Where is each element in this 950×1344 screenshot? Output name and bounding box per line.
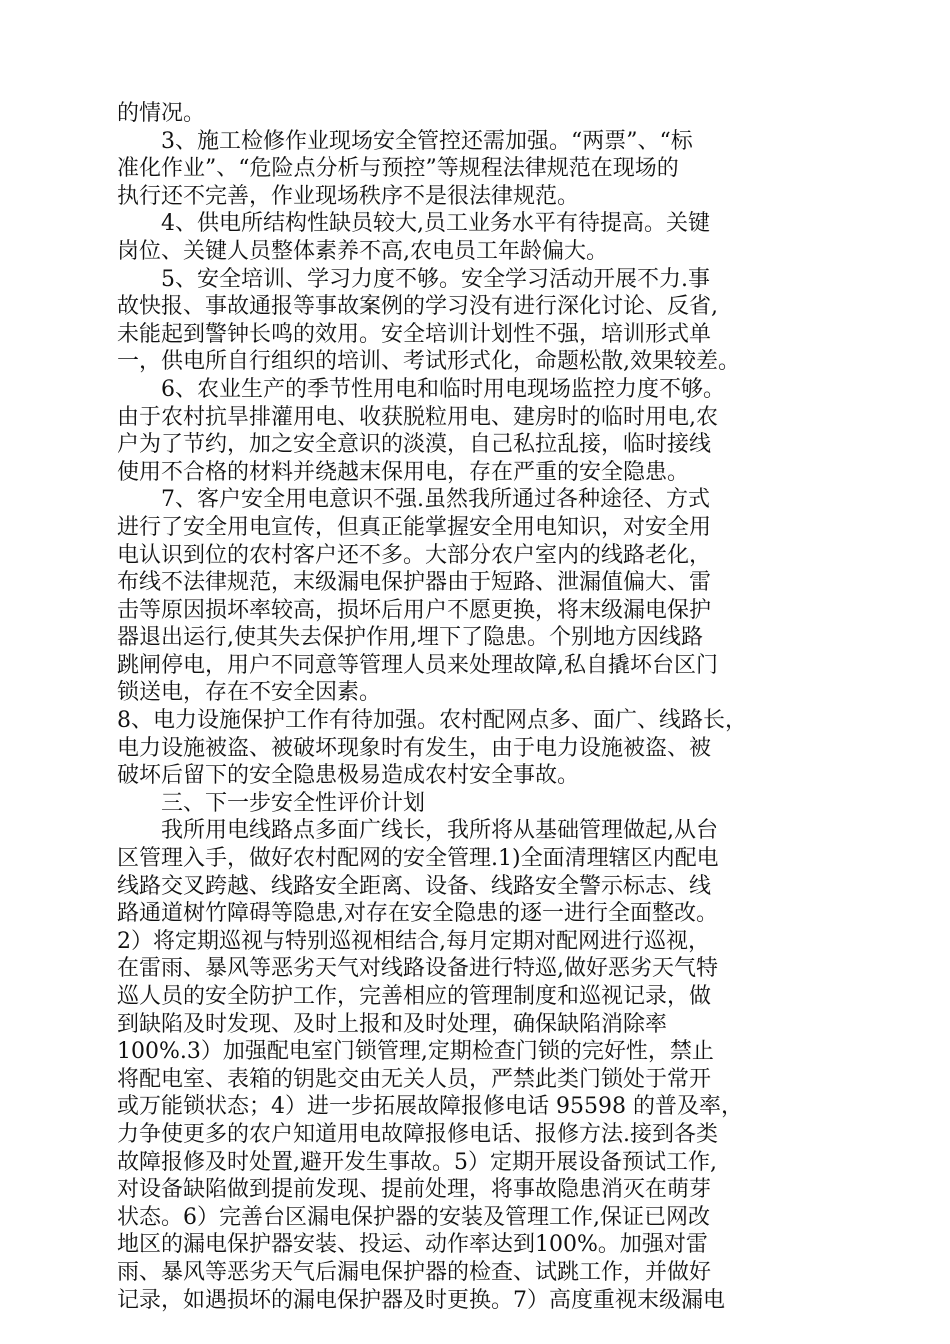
text-line: 记录，如遇损坏的漏电保护器及时更换。7）高度重视末级漏电 [117, 1287, 725, 1313]
text-line: 击等原因损坏率较高，损坏后用户不愿更换，将末级漏电保护 [117, 597, 712, 623]
text-line: 进行了安全用电宣传，但真正能掌握安全用电知识，对安全用 [117, 514, 712, 540]
text-line: 执行还不完善，作业现场秩序不是很法律规范。 [117, 183, 580, 209]
text-line: 7、客户安全用电意识不强.虽然我所通过各种途径、方式 [117, 487, 710, 513]
text-line: 我所用电线路点多面广线长，我所将从基础管理做起,从台 [117, 818, 718, 844]
text-line: 巡人员的安全防护工作，完善相应的管理制度和巡视记录，做 [117, 984, 712, 1009]
text-line: 状态。6）完善台区漏电保护器的安装及管理工作,保证已网改 [117, 1204, 710, 1230]
text-line: 将配电室、表箱的钥匙交由无关人员，严禁此类门锁处于常开 [117, 1066, 712, 1092]
text-line: 雨、暴风等恶劣天气后漏电保护器的检查、试跳工作，并做好 [117, 1259, 712, 1285]
text-line: 路通道树竹障碍等隐患,对存在安全隐患的逐一进行全面整改。 [117, 901, 718, 927]
text-line: 8、电力设施保护工作有待加强。农村配网点多、面广、线路长， [117, 708, 747, 734]
text-line: 故障报修及时处置,避开发生事故。5）定期开展设备预试工作, [117, 1149, 717, 1175]
text-line: 100%.3）加强配电室门锁管理,定期检查门锁的完好性，禁止 [117, 1039, 714, 1065]
text-line: 的情况。 [117, 101, 206, 126]
text-line: 在雷雨、暴风等恶劣天气对线路设备进行特巡,做好恶劣天气特 [117, 956, 718, 982]
text-line: 或万能锁状态；4）进一步拓展故障报修电话 95598 的普及率， [117, 1094, 743, 1120]
text-line: 区管理入手，做好农村配网的安全管理.1)全面清理辖区内配电 [117, 846, 719, 872]
text-line: 故快报、事故通报等事故案例的学习没有进行深化讨论、反省, [117, 294, 718, 320]
text-line: 未能起到警钟长鸣的效用。安全培训计划性不强，培训形式单 [117, 321, 712, 347]
text-line: 一，供电所自行组织的培训、考试形式化，命题松散,效果较差。 [117, 349, 740, 375]
text-line: 地区的漏电保护器安装、投运、动作率达到100%。加强对雷 [117, 1232, 708, 1258]
text-line: 电认识到位的农村客户还不多。大部分农户室内的线路老化， [117, 542, 712, 568]
text-line: 跳闸停电，用户不同意等管理人员来处理故障,私自撬坏台区门 [117, 652, 718, 678]
text-line: 锁送电，存在不安全因素。 [117, 680, 382, 706]
text-line: 电力设施被盗、被破坏现象时有发生，由于电力设施被盗、被 [117, 735, 712, 761]
text-line: 破坏后留下的安全隐患极易造成农村安全事故。 [117, 763, 580, 789]
text-line: 5、安全培训、学习力度不够。安全学习活动开展不力.事 [117, 266, 710, 292]
text-line: 2）将定期巡视与特别巡视相结合,每月定期对配网进行巡视， [117, 928, 710, 954]
text-line: 准化作业”、“危险点分析与预控”等规程法律规范在现场的 [117, 156, 679, 182]
text-line: 岗位、关键人员整体素养不高,农电员工年龄偏大。 [117, 238, 608, 264]
text-line: 6、农业生产的季节性用电和临时用电现场监控力度不够。 [117, 376, 725, 402]
text-line: 4、供电所结构性缺员较大,员工业务水平有待提高。关键 [117, 211, 710, 237]
text-line: 到缺陷及时发现、及时上报和及时处理，确保缺陷消除率 [117, 1011, 668, 1037]
text-line: 由于农村抗旱排灌用电、收获脱粒用电、建房时的临时用电,农 [117, 404, 718, 430]
text-line: 3、施工检修作业现场安全管控还需加强。“两票”、“标 [117, 128, 693, 154]
text-line: 器退出运行,使其失去保护作用,埋下了隐患。个别地方因线路 [117, 625, 703, 651]
text-line: 对设备缺陷做到提前发现、提前处理，将事故隐患消灭在萌芽 [117, 1177, 712, 1203]
text-line: 户为了节约，加之安全意识的淡漠，自己私拉乱接，临时接线 [117, 432, 712, 458]
document-body [117, 100, 822, 1314]
text-line: 使用不合格的材料并绕越末保用电，存在严重的安全隐患。 [117, 459, 690, 485]
text-line: 力争使更多的农户知道用电故障报修电话、报修方法.接到各类 [117, 1121, 718, 1147]
text-line: 线路交叉跨越、线路安全距离、设备、线路安全警示标志、线 [117, 873, 712, 899]
section-heading: 三、下一步安全性评价计划 [117, 790, 426, 816]
text-line: 布线不法律规范，末级漏电保护器由于短路、泄漏值偏大、雷 [117, 570, 712, 596]
